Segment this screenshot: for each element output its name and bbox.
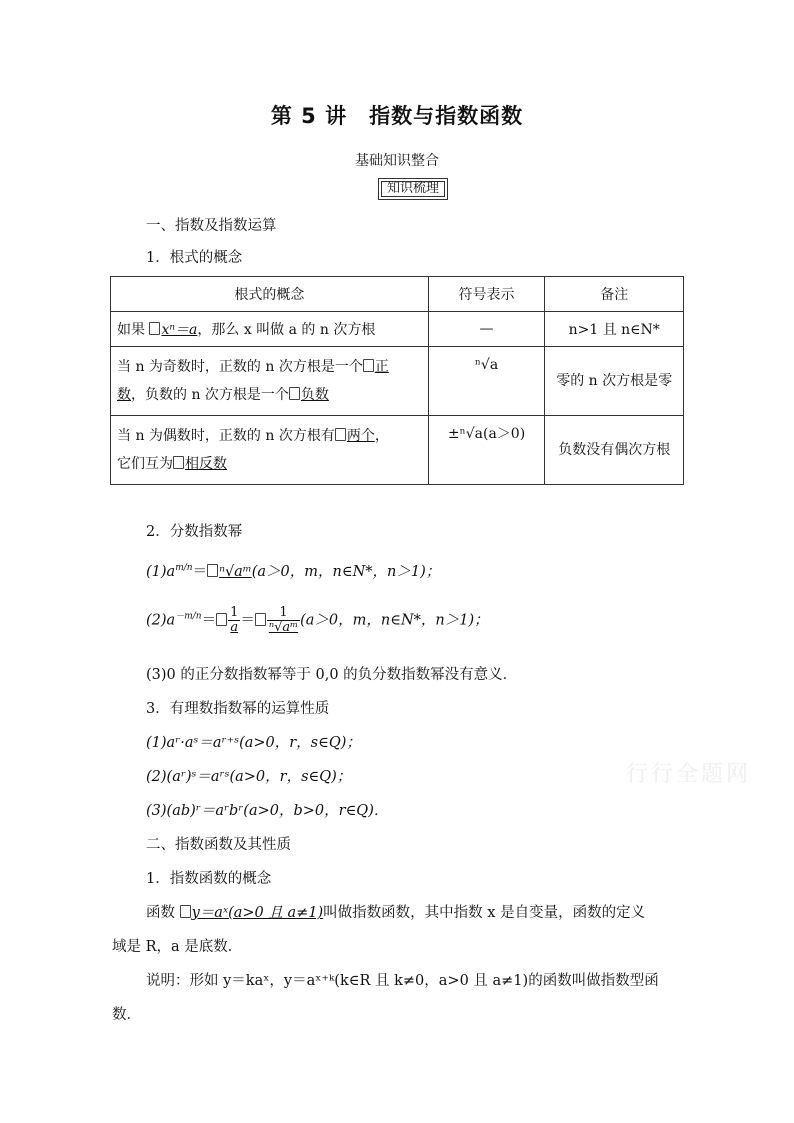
formula-text: ＝ xyxy=(240,612,255,629)
property-2: (2)(aʳ)ˢ＝aʳˢ(a>0，r，s∈Q)； xyxy=(146,769,352,785)
subheading-rational: 3．有理数指数幂的运算性质 xyxy=(146,701,330,717)
blank-marker-icon xyxy=(216,613,227,626)
blank-marker-icon xyxy=(335,428,346,441)
fill-answer: 数 xyxy=(117,387,131,403)
table-cell: — xyxy=(428,312,545,347)
blank-marker-icon xyxy=(207,564,218,577)
formula-exponent: m/n xyxy=(175,563,193,574)
cell-text: 它们互为 xyxy=(117,456,173,472)
fraction-denominator: a xyxy=(230,620,239,635)
table-cell: ⁿ√a xyxy=(428,347,545,416)
fraction-numerator: 1 xyxy=(267,606,300,621)
blank-marker-icon xyxy=(173,456,184,469)
formula-2 xyxy=(146,606,489,635)
radical-table xyxy=(110,276,684,485)
blank-marker-icon xyxy=(255,613,266,626)
fill-answer: y＝aˣ(a>0 且 a≠1) xyxy=(191,905,324,921)
definition-line xyxy=(146,901,645,922)
cell-text: ，负数的 n 次方根是一个 xyxy=(131,387,289,403)
definition-text: 函数 xyxy=(146,905,180,921)
table-header: 备注 xyxy=(545,277,684,312)
note-continuation: 数． xyxy=(112,1007,141,1023)
table-row xyxy=(111,416,684,485)
table-row xyxy=(111,347,684,416)
subheading-radical: 1．根式的概念 xyxy=(146,250,243,266)
cell-text: 当 n 为偶数时，正数的 n 次方根有 xyxy=(117,428,335,444)
fill-answer: xⁿ＝a xyxy=(161,322,198,338)
table-header-row xyxy=(111,277,684,312)
formula-text: (1)a xyxy=(146,564,176,580)
boxed-label: 知识梳理 xyxy=(378,178,448,200)
subheading-exp-function: 1．指数函数的概念 xyxy=(146,871,272,887)
watermark: 行行全题网 xyxy=(626,762,752,787)
blank-marker-icon xyxy=(363,359,374,372)
blank-marker-icon xyxy=(180,905,191,918)
formula-text: ＝ xyxy=(192,564,208,580)
fill-answer: ⁿ√aᵐ xyxy=(219,564,252,580)
table-header: 符号表示 xyxy=(428,277,545,312)
fill-answer: 正 xyxy=(374,359,389,375)
table-cell xyxy=(111,312,429,347)
formula-text: (a＞0，m，n∈N*，n＞1)； xyxy=(251,564,441,580)
table-row xyxy=(111,312,684,347)
note-line: 说明：形如 y＝kaˣ，y＝aˣ⁺ᵏ(k∈R 且 k≠0，a>0 且 a≠1)的函数叫做指数型函 xyxy=(146,973,659,989)
formula-3: (3)0 的正分数指数幂等于 0,0 的负分数指数幂没有意义． xyxy=(146,667,518,683)
table-header: 根式的概念 xyxy=(111,277,429,312)
fraction xyxy=(228,606,240,635)
table-cell: 零的 n 次方根是零 xyxy=(545,347,684,416)
section-heading-2: 二、指数函数及其性质 xyxy=(146,837,291,853)
cell-text: ， xyxy=(374,428,389,444)
formula-text: ＝ xyxy=(201,612,217,629)
property-3: (3)(ab)ʳ＝aʳbʳ(a>0，b>0，r∈Q)． xyxy=(146,803,389,819)
table-cell xyxy=(111,347,429,416)
cell-text: 当 n 为奇数时，正数的 n 次方根是一个 xyxy=(117,359,363,375)
formula-exponent: －m/n xyxy=(175,611,202,622)
definition-continuation: 域是 R，a 是底数． xyxy=(112,939,243,955)
table-cell: 负数没有偶次方根 xyxy=(545,416,684,485)
table-cell: n>1 且 n∈N* xyxy=(545,312,684,347)
formula-text: (a＞0，m，n∈N*，n＞1)； xyxy=(300,612,489,629)
fraction-numerator: 1 xyxy=(230,605,239,620)
formula-1 xyxy=(146,560,440,581)
fraction xyxy=(267,606,300,635)
section-heading-1: 一、指数及指数运算 xyxy=(146,218,277,234)
fill-answer: 负数 xyxy=(300,387,329,403)
page-subtitle: 基础知识整合 xyxy=(355,153,439,169)
definition-text: 叫做指数函数，其中指数 x 是自变量，函数的定义 xyxy=(323,905,646,921)
property-1: (1)aʳ·aˢ＝aʳ⁺ˢ(a>0，r，s∈Q)； xyxy=(146,735,361,751)
cell-text: ，那么 x 叫做 a 的 n 次方根 xyxy=(197,322,376,338)
blank-marker-icon xyxy=(149,322,160,335)
formula-text: (2)a xyxy=(146,612,176,629)
table-cell xyxy=(111,416,429,485)
cell-text: 如果 xyxy=(117,322,150,338)
fraction-denominator: ⁿ√aᵐ xyxy=(268,620,299,635)
fill-answer: 两个 xyxy=(346,428,375,444)
subheading-fractional: 2．分数指数幂 xyxy=(146,524,243,540)
blank-marker-icon xyxy=(289,387,300,400)
page-title: 第 5 讲 指数与指数函数 xyxy=(270,104,524,128)
fill-answer: 相反数 xyxy=(185,456,227,472)
table-cell: ±ⁿ√a(a＞0) xyxy=(428,416,545,485)
